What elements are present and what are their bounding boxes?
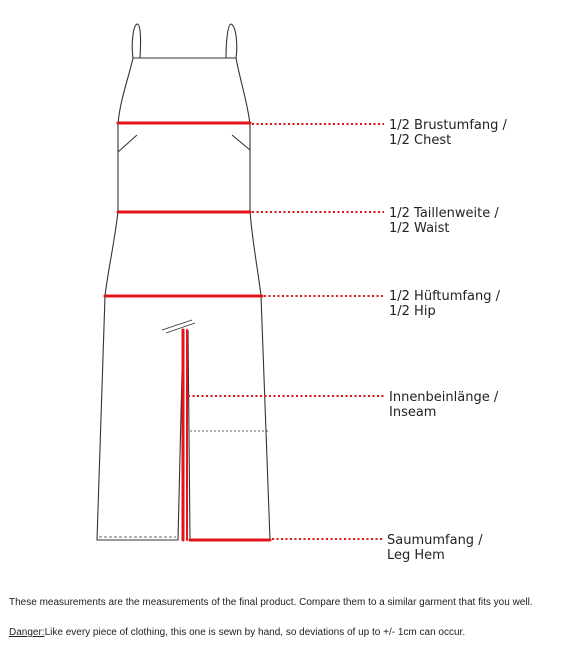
hem-label-line1: Saumumfang /: [387, 533, 483, 548]
inseam-label: [389, 390, 498, 420]
torso-right: [250, 124, 261, 296]
leader-lines: [188, 124, 384, 539]
danger-label: Danger:: [9, 627, 45, 638]
hip-label-line2: 1/2 Hip: [389, 304, 436, 319]
inseam-label-line1: Innenbeinlänge /: [389, 390, 499, 405]
hip-label-line1: 1/2 Hüftumfang /: [389, 289, 500, 304]
hem-label-line2: Leg Hem: [387, 548, 445, 563]
torso-left: [105, 124, 118, 296]
danger-note: [9, 627, 465, 638]
left-dart: [118, 135, 137, 152]
left-strap: [132, 24, 140, 58]
measurement-lines: [105, 123, 270, 540]
right-strap: [226, 24, 237, 58]
right-leg-outer: [188, 296, 270, 540]
hem-label: [387, 533, 483, 563]
right-dart: [232, 135, 250, 150]
waist-label-line2: 1/2 Waist: [389, 221, 450, 236]
hip-label: [389, 289, 500, 319]
waist-label: [389, 206, 499, 236]
crotch-mark: [162, 320, 195, 333]
measurements-note: These measurements are the measurements of the final product. Compare them to a similar garment that fits you well.: [9, 597, 533, 608]
danger-text: Like every piece of clothing, this one is sewn by hand, so deviations of up to +/- 1cm can occur.: [44, 627, 466, 638]
bodice-right-side: [236, 58, 250, 124]
chest-label-line2: 1/2 Chest: [389, 133, 452, 148]
waist-label-line1: 1/2 Taillenweite /: [389, 206, 499, 221]
chest-label-line1: 1/2 Brustumfang /: [389, 118, 507, 133]
left-leg-outer: [97, 296, 183, 540]
chest-label: [389, 118, 507, 148]
inseam-label-line2: Inseam: [389, 405, 437, 420]
bodice-left-side: [118, 58, 133, 124]
